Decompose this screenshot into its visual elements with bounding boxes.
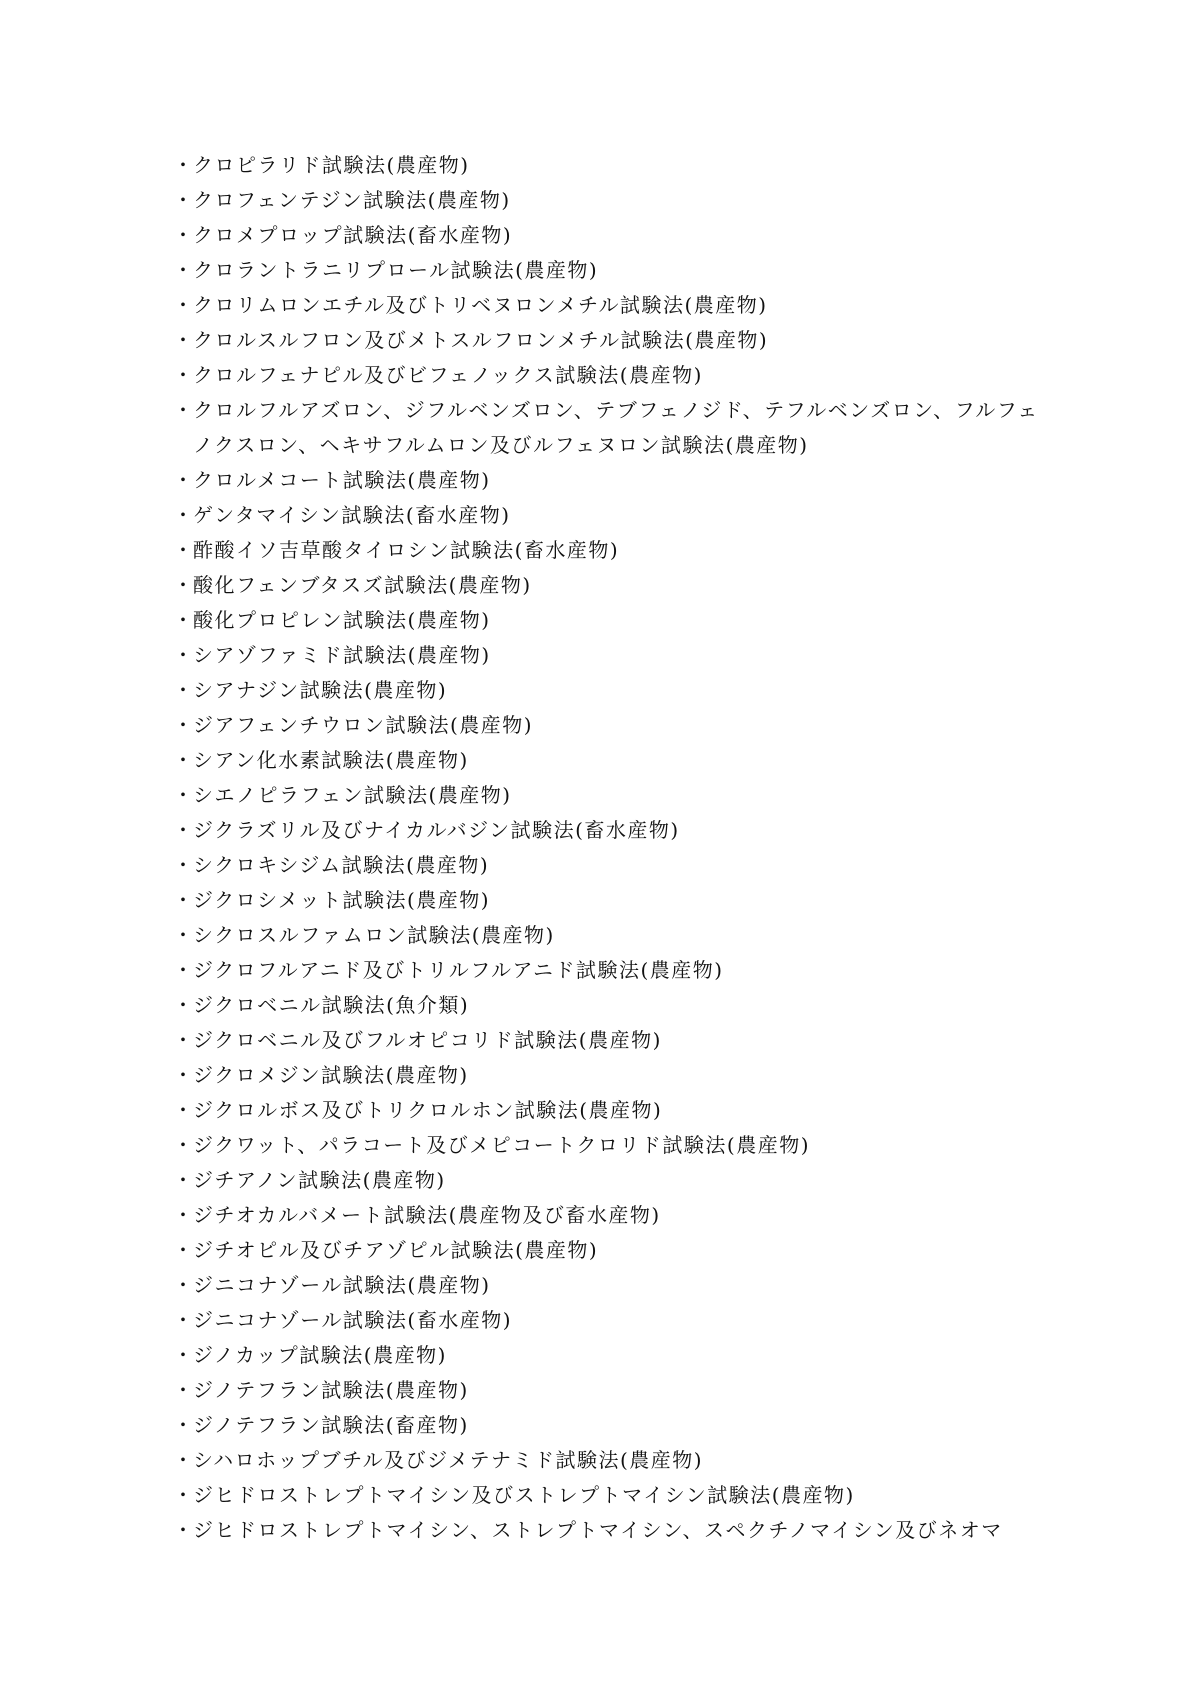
bullet: ・ xyxy=(173,1133,195,1157)
bullet: ・ xyxy=(173,643,195,667)
bullet: ・ xyxy=(173,538,195,562)
bullet: ・ xyxy=(173,608,195,632)
list-item xyxy=(173,883,1043,918)
list-item-text: ジヒドロストレプトマイシン、ストレプトマイシン、スペクチノマイシン及びネオマ xyxy=(193,1518,1003,1542)
bullet: ・ xyxy=(173,1273,195,1297)
list-item xyxy=(173,323,1043,358)
list-item xyxy=(173,813,1043,848)
bullet: ・ xyxy=(173,888,195,912)
list-item-text: ジニコナゾール試験法(畜水産物) xyxy=(193,1308,513,1332)
list-item xyxy=(173,288,1043,323)
bullet: ・ xyxy=(173,713,195,737)
list-item-text: ジチオピル及びチアゾピル試験法(農産物) xyxy=(193,1238,599,1262)
list-item xyxy=(173,918,1043,953)
list-item xyxy=(173,1233,1043,1268)
list-item-text: ジチアノン試験法(農産物) xyxy=(193,1168,446,1192)
bullet: ・ xyxy=(173,678,195,702)
bullet: ・ xyxy=(173,153,195,177)
bullet: ・ xyxy=(173,818,195,842)
list-item-text: ジクロメジン試験法(農産物) xyxy=(193,1063,469,1087)
list-item-text: クロメプロップ試験法(畜水産物) xyxy=(193,223,513,247)
bullet: ・ xyxy=(173,1063,195,1087)
list-item-text: ジヒドロストレプトマイシン及びストレプトマイシン試験法(農産物) xyxy=(193,1483,855,1507)
bullet: ・ xyxy=(173,1308,195,1332)
list-item-text: クロフェンテジン試験法(農産物) xyxy=(193,188,511,212)
bullet: ・ xyxy=(173,1518,195,1542)
bullet: ・ xyxy=(173,468,195,492)
bullet: ・ xyxy=(173,398,195,422)
bullet: ・ xyxy=(173,258,195,282)
list-item-text: 酢酸イソ吉草酸タイロシン試験法(畜水産物) xyxy=(193,538,620,562)
list-item xyxy=(173,1023,1043,1058)
list-item xyxy=(173,1513,1043,1548)
list-item xyxy=(173,1093,1043,1128)
list-item xyxy=(173,988,1043,1023)
list-item-text: 酸化プロピレン試験法(農産物) xyxy=(193,608,491,632)
list-item xyxy=(173,1478,1043,1513)
list-item xyxy=(173,1373,1043,1408)
list-item-text: ジクロルボス及びトリクロルホン試験法(農産物) xyxy=(193,1098,663,1122)
list-item-text: クロルスルフロン及びメトスルフロンメチル試験法(農産物) xyxy=(193,328,769,352)
list-item-text: ジチオカルバメート試験法(農産物及び畜水産物) xyxy=(193,1203,661,1227)
list-item xyxy=(173,1163,1043,1198)
list-item xyxy=(173,743,1043,778)
list-item xyxy=(173,183,1043,218)
list-item-text: クロリムロンエチル及びトリベヌロンメチル試験法(農産物) xyxy=(193,293,768,317)
list-item xyxy=(173,393,1043,463)
list-item xyxy=(173,498,1043,533)
list-item-text: ジニコナゾール試験法(農産物) xyxy=(193,1273,491,1297)
list-item-text: ジクロベニル試験法(魚介類) xyxy=(193,993,470,1017)
list-item xyxy=(173,953,1043,988)
list-item-text: シエノピラフェン試験法(農産物) xyxy=(193,783,512,807)
list-item xyxy=(173,568,1043,603)
list-item xyxy=(173,673,1043,708)
list-item-text: 酸化フェンブタスズ試験法(農産物) xyxy=(193,573,532,597)
bullet: ・ xyxy=(173,1098,195,1122)
list-item-text: クロルフェナピル及びビフェノックス試験法(農産物) xyxy=(193,363,703,387)
list-item xyxy=(173,1338,1043,1373)
list-item-text: ジノカップ試験法(農産物) xyxy=(193,1343,447,1367)
list-item xyxy=(173,1268,1043,1303)
bullet: ・ xyxy=(173,923,195,947)
bullet: ・ xyxy=(173,363,195,387)
test-method-list xyxy=(173,148,1043,1548)
list-item xyxy=(173,253,1043,288)
list-item-text: シアナジン試験法(農産物) xyxy=(193,678,448,702)
list-item xyxy=(173,1058,1043,1093)
list-item xyxy=(173,463,1043,498)
list-item-text: ジアフェンチウロン試験法(農産物) xyxy=(193,713,534,737)
list-item xyxy=(173,1198,1043,1233)
list-item xyxy=(173,778,1043,813)
list-item-text: ジノテフラン試験法(農産物) xyxy=(193,1378,469,1402)
bullet: ・ xyxy=(173,1168,195,1192)
list-item-text: シアン化水素試験法(農産物) xyxy=(193,748,469,772)
bullet: ・ xyxy=(173,188,195,212)
list-item-text: シアゾファミド試験法(農産物) xyxy=(193,643,491,667)
bullet: ・ xyxy=(173,1028,195,1052)
bullet: ・ xyxy=(173,1203,195,1227)
list-item-text: ジクラズリル及びナイカルバジン試験法(畜水産物) xyxy=(193,818,680,842)
list-item-text: クロルフルアズロン、ジフルベンズロン、テブフェノジド、テフルベンズロン、フルフェノクスロン、ヘキサフルムロン及びルフェヌロン試験法(農産物) xyxy=(193,398,1039,457)
list-item xyxy=(173,1128,1043,1163)
list-item xyxy=(173,533,1043,568)
bullet: ・ xyxy=(173,1413,195,1437)
list-item xyxy=(173,1443,1043,1478)
bullet: ・ xyxy=(173,1448,195,1472)
list-item-text: ジクロフルアニド及びトリルフルアニド試験法(農産物) xyxy=(193,958,724,982)
bullet: ・ xyxy=(173,223,195,247)
bullet: ・ xyxy=(173,783,195,807)
bullet: ・ xyxy=(173,993,195,1017)
list-item xyxy=(173,1408,1043,1443)
bullet: ・ xyxy=(173,1238,195,1262)
list-item xyxy=(173,603,1043,638)
bullet: ・ xyxy=(173,748,195,772)
list-item-text: シクロスルファムロン試験法(農産物) xyxy=(193,923,555,947)
list-item xyxy=(173,358,1043,393)
bullet: ・ xyxy=(173,1378,195,1402)
bullet: ・ xyxy=(173,293,195,317)
list-item-text: クロルメコート試験法(農産物) xyxy=(193,468,491,492)
list-item-text: クロピラリド試験法(農産物) xyxy=(193,153,470,177)
list-item-text: シハロホップブチル及びジメテナミド試験法(農産物) xyxy=(193,1448,704,1472)
list-item-text: ジクロシメット試験法(農産物) xyxy=(193,888,491,912)
bullet: ・ xyxy=(173,573,195,597)
list-item-text: ジクワット、パラコート及びメピコートクロリド試験法(農産物) xyxy=(193,1133,811,1157)
list-item-text: ジクロベニル及びフルオピコリド試験法(農産物) xyxy=(193,1028,662,1052)
list-item xyxy=(173,638,1043,673)
bullet: ・ xyxy=(173,503,195,527)
bullet: ・ xyxy=(173,1483,195,1507)
bullet: ・ xyxy=(173,853,195,877)
list-item-text: ジノテフラン試験法(畜産物) xyxy=(193,1413,469,1437)
bullet: ・ xyxy=(173,1343,195,1367)
list-item xyxy=(173,708,1043,743)
list-item xyxy=(173,218,1043,253)
bullet: ・ xyxy=(173,328,195,352)
list-item-text: ゲンタマイシン試験法(畜水産物) xyxy=(193,503,511,527)
list-item-text: シクロキシジム試験法(農産物) xyxy=(193,853,490,877)
list-item xyxy=(173,848,1043,883)
list-item xyxy=(173,148,1043,183)
bullet: ・ xyxy=(173,958,195,982)
list-item xyxy=(173,1303,1043,1338)
list-item-text: クロラントラニリプロール試験法(農産物) xyxy=(193,258,599,282)
